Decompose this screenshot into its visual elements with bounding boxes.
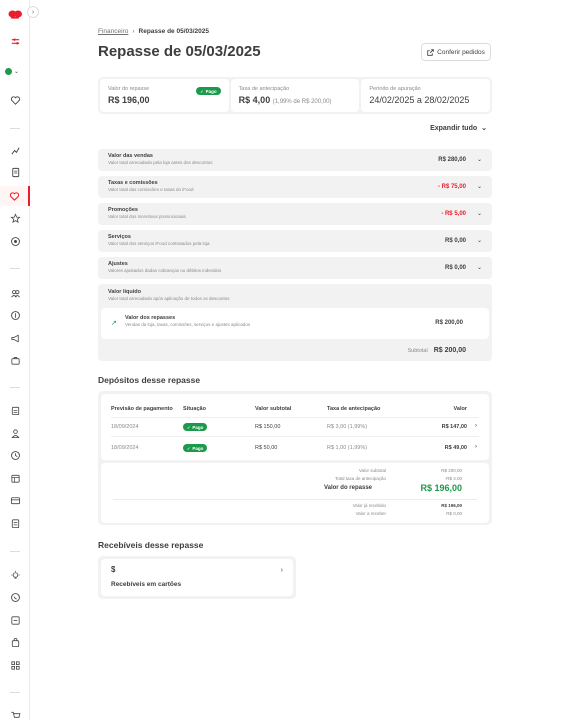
taxa-card	[231, 79, 360, 112]
sidebar-divider	[10, 128, 20, 129]
valor-liquido-section	[98, 284, 492, 361]
status-badge-label: Pago	[192, 445, 204, 451]
check-icon: ✓	[187, 445, 191, 451]
status-badge	[183, 444, 207, 452]
taxa-detail: (1,99% de R$ 200,00)	[272, 99, 332, 105]
depositos-summary	[101, 463, 489, 523]
accordion-servicos[interactable]	[98, 230, 492, 252]
summary-label: Total taxa de antecipação	[334, 476, 386, 481]
sidebar-item-financeiro[interactable]	[0, 186, 30, 206]
accordion-value: R$ 0,00	[444, 265, 466, 271]
column-header: Taxa de antecipação	[327, 406, 381, 412]
row-date: 18/09/2024	[111, 445, 139, 451]
accordion-value: - R$ 75,00	[437, 184, 466, 190]
table-divider	[111, 417, 479, 418]
expand-all-button[interactable]	[430, 124, 487, 132]
column-header: Valor subtotal	[255, 406, 292, 412]
chevron-down-icon: ⌄	[14, 69, 20, 75]
summary-label: Valor subtotal	[358, 468, 386, 473]
chevron-right-icon: ›	[31, 8, 35, 16]
summary-recebido-row	[306, 503, 462, 508]
box-icon[interactable]	[0, 611, 30, 629]
recebiveis-title: Recebíveis desse repasse	[98, 540, 204, 550]
chevron-down-icon: ⌄	[476, 238, 482, 244]
accordion-title: Taxas e comissões	[108, 180, 158, 186]
person-icon[interactable]	[0, 424, 30, 442]
apps-icon[interactable]	[0, 656, 30, 674]
accordion-desc: Valor total arrecadado pela loja antes dos descontos	[108, 160, 213, 165]
recebiveis-cartoes-label: Recebíveis em cartões	[111, 581, 182, 588]
taxa-label: Taxa de antecipação	[238, 86, 290, 92]
breadcrumb-current: Repasse de 05/03/2025	[138, 28, 209, 35]
row-subtotal: R$ 150,00	[255, 424, 281, 430]
liquido-title: Valor líquido	[108, 289, 142, 295]
card-icon[interactable]	[0, 491, 30, 509]
summary-label: Valor a receber	[355, 511, 386, 516]
sidebar-divider	[10, 387, 20, 388]
clock-icon[interactable]	[0, 446, 30, 464]
summary-label: Valor já recebido	[352, 503, 386, 508]
accordion-taxas-comissoes[interactable]	[98, 176, 492, 198]
recebiveis-cartoes-card[interactable]	[101, 559, 293, 596]
summary-receber-row	[306, 511, 462, 516]
store-status-icon	[5, 68, 12, 75]
calendar-icon[interactable]	[0, 401, 30, 419]
repasse-label: Valor do repasse	[108, 86, 150, 92]
depositos-table	[101, 394, 489, 460]
liquido-desc: Valor total arrecadado após aplicação de todos os descontos	[108, 296, 230, 301]
row-subtotal: R$ 50,00	[255, 445, 278, 451]
page-title: Repasse de 05/03/2025	[98, 43, 261, 60]
megaphone-icon[interactable]	[0, 329, 30, 347]
accordion-value: - R$ 5,00	[441, 211, 466, 217]
breadcrumb-financeiro-link[interactable]: Financeiro	[98, 28, 129, 35]
summary-value: R$ 200,00	[441, 468, 462, 473]
sidebar-divider	[10, 551, 20, 552]
accordion-value: R$ 280,00	[438, 157, 466, 163]
row-valor: R$ 147,00	[441, 424, 467, 430]
subtotal-value: R$ 200,00	[433, 347, 466, 354]
row-taxa: R$ 3,00 (1,99%)	[327, 424, 368, 430]
depositos-title: Depósitos desse repasse	[98, 375, 201, 385]
accordion-title: Valor das vendas	[108, 153, 153, 159]
check-icon: ✓	[200, 88, 204, 94]
row-date: 18/09/2024	[111, 424, 139, 430]
chevron-right-icon: ›	[280, 567, 283, 574]
column-header: Situação	[183, 406, 206, 412]
conferir-pedidos-label: Conferir pedidos	[437, 48, 485, 56]
summary-value: R$ 0,00	[446, 511, 462, 516]
summary-value: R$ 196,00	[420, 483, 462, 493]
summary-label: Valor do repasse	[323, 485, 372, 491]
breadcrumb-separator: ›	[132, 28, 135, 35]
taxa-value: R$ 4,00	[238, 95, 271, 105]
accordion-desc: Valor total dos serviços iFood contratados pela loja	[108, 241, 210, 246]
summary-value: -R$ 4,00	[444, 476, 462, 481]
subtotal-label: Subtotal	[407, 347, 428, 354]
accordion-desc: Valores ajustados dadas cobranças ou débitos indevidos	[108, 268, 222, 273]
status-badge	[196, 87, 220, 95]
row-status	[183, 423, 207, 431]
summary-taxa-row	[306, 476, 462, 481]
column-header: Valor	[453, 406, 467, 412]
repasses-title: Valor dos repasses	[125, 315, 176, 321]
repasse-value: R$ 196,00	[108, 95, 150, 105]
repasses-value: R$ 200,00	[435, 320, 463, 326]
chevron-down-icon: ⌄	[476, 211, 482, 217]
sidebar-divider	[10, 268, 20, 269]
periodo-card	[361, 79, 490, 112]
repasses-desc: Vendas da loja, taxas, comissões, serviços e ajustes aplicados	[125, 322, 251, 327]
bag-icon[interactable]	[0, 633, 30, 651]
sidebar	[0, 0, 30, 720]
cart-icon[interactable]	[0, 706, 30, 720]
chevron-down-icon: ⌄	[476, 184, 482, 190]
accordion-valor-vendas[interactable]	[98, 149, 492, 171]
row-status	[183, 444, 207, 452]
chevron-down-icon: ⌄	[481, 125, 487, 132]
accordion-value: R$ 0,00	[444, 238, 466, 244]
money-icon[interactable]	[0, 306, 30, 324]
briefcase-icon[interactable]	[0, 351, 30, 369]
summary-value: R$ 196,00	[441, 503, 462, 508]
lightbulb-icon[interactable]	[0, 566, 30, 584]
heart-icon[interactable]	[0, 91, 30, 109]
star-icon[interactable]	[0, 209, 30, 227]
expand-all-label: Expandir tudo	[430, 124, 478, 132]
accordion-title: Serviços	[108, 234, 131, 240]
status-badge	[183, 423, 207, 431]
summary-cards	[98, 77, 492, 114]
logo-icon[interactable]	[8, 7, 22, 17]
status-badge-label: Pago	[205, 88, 217, 94]
filters-icon[interactable]	[0, 32, 30, 50]
accordion-desc: Valor total dos incentivos promocionais	[108, 214, 186, 219]
periodo-label: Período de apuração	[369, 86, 421, 92]
summary-divider	[113, 499, 477, 500]
sidebar-divider	[10, 692, 20, 693]
table-divider	[111, 436, 479, 437]
status-badge-label: Pago	[192, 424, 204, 430]
subtotal-row	[408, 347, 467, 354]
accordion-title: Ajustes	[108, 261, 128, 267]
target-icon[interactable]	[0, 232, 30, 250]
column-header: Previsão de pagamento	[111, 406, 173, 412]
document-icon[interactable]	[0, 163, 30, 181]
chart-icon[interactable]	[0, 141, 30, 159]
summary-subtotal-row	[306, 468, 462, 473]
taxa-value-row	[239, 95, 352, 105]
accordion-desc: Valor total das comissões e taxas do iFood	[108, 187, 194, 192]
chevron-right-icon[interactable]: ›	[475, 444, 477, 450]
financeiro-heart-icon	[9, 191, 20, 202]
grid-calendar-icon[interactable]	[0, 469, 30, 487]
breadcrumb	[98, 28, 209, 35]
valor-repasses-row	[101, 308, 489, 339]
whatsapp-icon[interactable]	[0, 588, 30, 606]
arrow-up-right-icon: ↗	[111, 320, 117, 327]
store-icon[interactable]	[0, 514, 30, 532]
row-taxa: R$ 1,00 (1,99%)	[327, 445, 368, 451]
conferir-pedidos-button[interactable]	[421, 43, 491, 61]
chevron-right-icon[interactable]: ›	[475, 423, 477, 429]
recebiveis-section	[98, 556, 296, 599]
external-link-icon	[427, 49, 434, 56]
row-valor: R$ 49,00	[444, 445, 467, 451]
summary-repasse-row	[292, 483, 462, 493]
accordion-title: Promoções	[108, 207, 138, 213]
accordion-ajustes[interactable]	[98, 257, 492, 279]
periodo-value: 24/02/2025 a 28/02/2025	[369, 95, 470, 105]
users-icon[interactable]	[0, 284, 30, 302]
dollar-icon: $	[111, 565, 116, 574]
check-icon: ✓	[187, 424, 191, 430]
chevron-down-icon: ⌄	[476, 265, 482, 271]
depositos-section	[98, 391, 492, 525]
accordion-promocoes[interactable]	[98, 203, 492, 225]
store-status-toggle[interactable]	[5, 66, 25, 77]
collapse-sidebar-button[interactable]	[27, 6, 39, 18]
chevron-down-icon: ⌄	[476, 157, 482, 163]
repasse-card	[100, 79, 229, 112]
